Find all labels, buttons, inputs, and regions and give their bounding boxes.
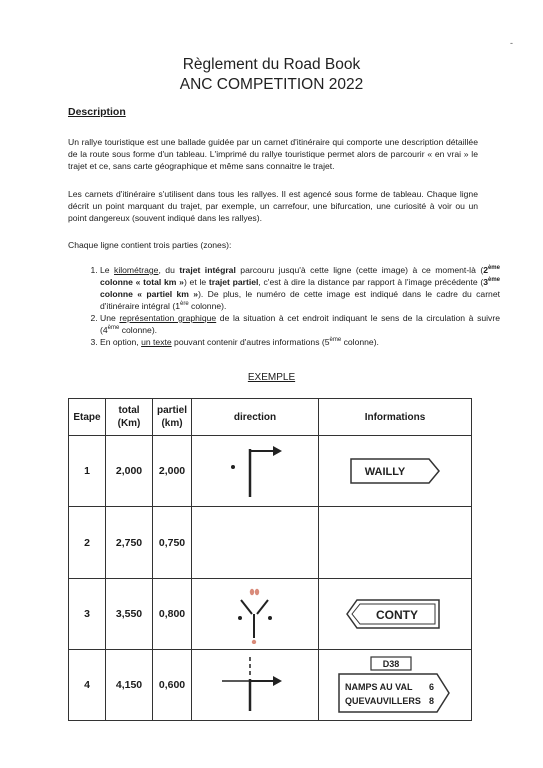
direction-cell <box>192 507 319 579</box>
direction-cell <box>192 436 319 507</box>
distance-1: 6 <box>429 682 435 692</box>
direction-sign-wailly <box>335 451 455 491</box>
document-subtitle: ANC COMPETITION 2022 <box>179 76 364 93</box>
table-row <box>69 650 472 721</box>
col-direction: direction <box>192 399 319 436</box>
total-cell: 2,750 <box>106 507 153 579</box>
fork-diagram-icon <box>210 584 300 644</box>
table-row <box>69 507 472 579</box>
description-paragraph-3: Chaque ligne contient trois parties (zones): <box>68 240 232 250</box>
description-paragraph-2: Les carnets d'itinéraire s'utilisent dans tous les rallyes. Il est agencé sous forme de tableau. Chaque ligne décrit un point marquant du trajet, par exemple, un carrefour, une bifurcation, une curiosité à voir ou un point dangereux (souvent indiqué dans les rallyes). <box>68 189 478 223</box>
etape-cell: 2 <box>69 507 106 579</box>
zones-list <box>78 264 500 348</box>
direction-sign-d38 <box>325 654 465 716</box>
col-total: total (Km) <box>106 399 153 436</box>
col-partiel: partiel (km) <box>153 399 192 436</box>
information-cell <box>319 579 472 650</box>
etape-cell: 4 <box>69 650 106 721</box>
crossroad-right-diagram-icon <box>210 655 300 715</box>
total-cell: 3,550 <box>106 579 153 650</box>
table-row <box>69 579 472 650</box>
col-etape: Etape <box>69 399 106 436</box>
destination-1: NAMPS AU VAL <box>345 682 413 692</box>
partiel-cell: 0,750 <box>153 507 192 579</box>
zone-item-1: 1. Le kilométrage, du trajet intégral parcouru jusqu'à cette ligne (cette image) à ce moment-là (2ème colonne « total km ») et le trajet partiel, c'est à dire la distance par rapport à l'image précédente (3ème colonne « partiel km »). De plus, le numéro de cette image est indiqué dans le cadre du carnet d'itinéraire intégral (1ère colonne). <box>100 264 500 312</box>
description-paragraph-1: Un rallye touristique est une ballade guidée par un carnet d'itinéraire qui comporte une description détaillée de la route sous forme d'un tableau. L'imprimé du rallye touristique permet alors de parcourir « en vrai » le trajet et ce, sans carte géographique et même sans connaitre le trajet. <box>68 137 478 171</box>
etape-cell: 3 <box>69 579 106 650</box>
etape-cell: 1 <box>69 436 106 507</box>
information-cell <box>319 507 472 579</box>
table-header-row <box>69 399 472 436</box>
direction-sign-conty <box>335 594 455 634</box>
turn-right-diagram-icon <box>210 441 300 501</box>
direction-cell <box>192 650 319 721</box>
partiel-cell: 2,000 <box>153 436 192 507</box>
direction-cell <box>192 579 319 650</box>
road-book-table <box>68 398 472 721</box>
corner-mark: - <box>510 38 513 48</box>
description-heading: Description <box>68 106 126 118</box>
table-row <box>69 436 472 507</box>
information-cell <box>319 650 472 721</box>
col-informations: Informations <box>319 399 472 436</box>
road-number: D38 <box>382 659 400 669</box>
example-heading: EXEMPLE <box>247 372 296 383</box>
total-cell: 2,000 <box>106 436 153 507</box>
document-title: Règlement du Road Book <box>182 56 361 73</box>
distance-2: 8 <box>429 696 435 706</box>
information-cell <box>319 436 472 507</box>
sign-label: WAILLY <box>364 466 406 478</box>
zone-item-2: 2. Une représentation graphique de la situation à cet endroit indiquant le sens de la circulation à suivre (4ème colonne). <box>100 312 500 336</box>
sign-label: CONTY <box>376 608 418 622</box>
partiel-cell: 0,800 <box>153 579 192 650</box>
partiel-cell: 0,600 <box>153 650 192 721</box>
destination-2: QUEVAUVILLERS <box>345 696 421 706</box>
zone-item-3: 3. En option, un texte pouvant contenir d'autres informations (5ème colonne). <box>100 336 500 348</box>
total-cell: 4,150 <box>106 650 153 721</box>
